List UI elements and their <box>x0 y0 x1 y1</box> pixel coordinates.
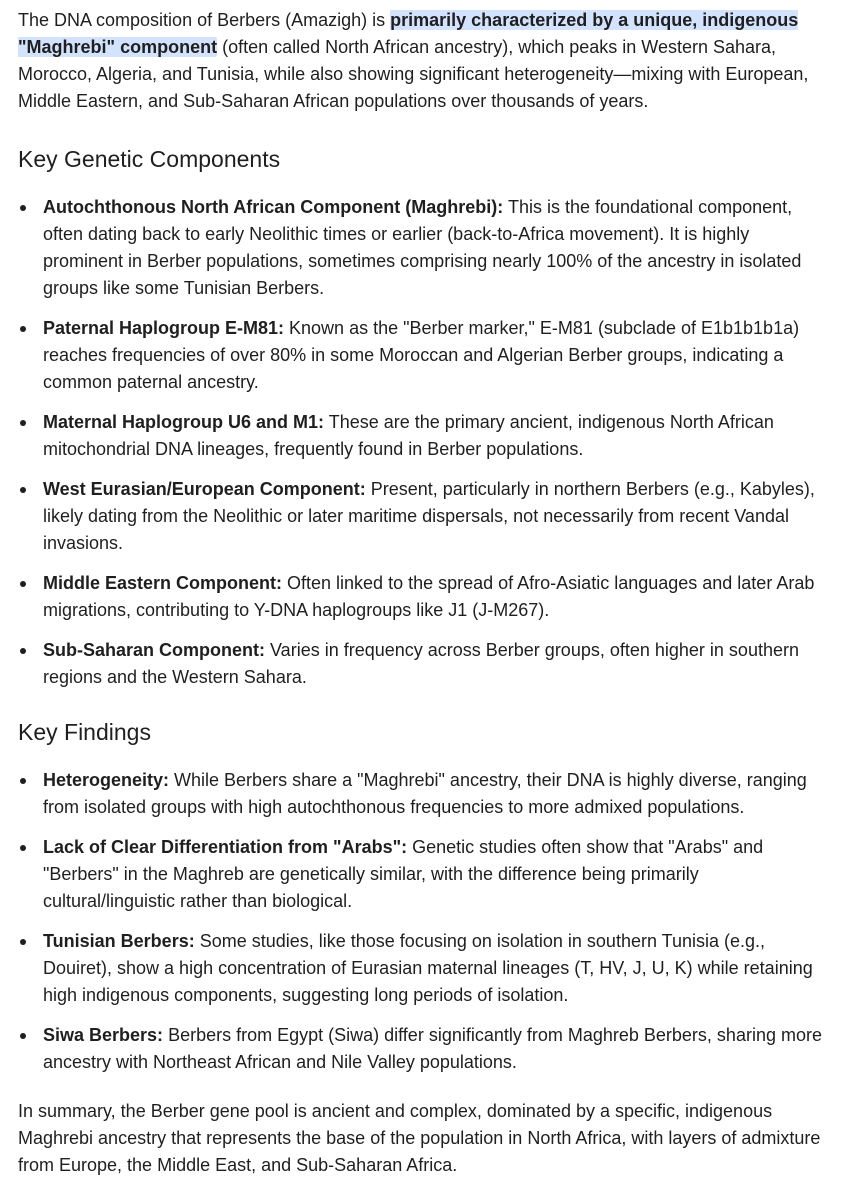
item-text: Some studies, like those focusing on isolation in southern Tunisia (e.g., Douiret), show a high concentration of Eurasian maternal lineages (T, HV, J, U, K) while retaining high indigenous components, suggesting long periods of isolation. <box>43 931 813 1005</box>
intro-paragraph <box>18 7 826 115</box>
bullet-icon <box>20 939 26 945</box>
intro-lead: The DNA composition of Berbers (Amazigh) is <box>18 10 391 30</box>
bullet-icon <box>20 326 26 332</box>
list-item <box>18 767 826 821</box>
item-term: Sub-Saharan Component: <box>43 640 266 660</box>
item-text: Genetic studies often show that "Arabs" and "Berbers" in the Maghreb are genetically similar, with the difference being primarily cultural/linguistic rather than biological. <box>43 837 764 911</box>
intro-rest: (often called North African ancestry), which peaks in Western Sahara, Morocco, Algeria, and Tunisia, while also showing significant heterogeneity—mixing with European, Middle Eastern, and Sub-Saharan African populations over thousands of years. <box>18 37 809 111</box>
item-text: Present, particularly in northern Berbers (e.g., Kabyles), likely dating from the Neolithic or later maritime dispersals, not necessarily from recent Vandal invasions. <box>43 479 815 553</box>
item-term: Autochthonous North African Component (Maghrebi): <box>43 197 504 217</box>
bullet-icon <box>20 648 26 654</box>
item-text: Often linked to the spread of Afro-Asiatic languages and later Arab migrations, contributing to Y-DNA haplogroups like J1 (J-M267). <box>43 573 815 620</box>
item-term: West Eurasian/European Component: <box>43 479 366 499</box>
item-term: Lack of Clear Differentiation from "Arabs": <box>43 837 408 857</box>
item-text: This is the foundational component, often dating back to early Neolithic times or earlier (back-to-Africa movement). It is highly prominent in Berber populations, sometimes comprising nearly 100% of the ancestry in isolated groups like some Tunisian Berbers. <box>43 197 802 298</box>
list-item <box>18 476 826 557</box>
item-term: Maternal Haplogroup U6 and M1: <box>43 412 325 432</box>
heading-key-findings: Key Findings <box>18 719 151 745</box>
bullet-icon <box>20 487 26 493</box>
item-term: Tunisian Berbers: <box>43 931 195 951</box>
list-item <box>18 834 826 915</box>
item-text: Known as the "Berber marker," E-M81 (subclade of E1b1b1b1a) reaches frequencies of over 80% in some Moroccan and Algerian Berber groups, indicating a common paternal ancestry. <box>43 318 800 392</box>
item-text: Varies in frequency across Berber groups, often higher in southern regions and the Western Sahara. <box>43 640 799 687</box>
components-list <box>18 194 826 691</box>
item-term: Siwa Berbers: <box>43 1025 164 1045</box>
intro-highlight[interactable]: primarily characterized by a unique, indigenous "Maghrebi" component <box>18 10 799 57</box>
list-item <box>18 570 826 624</box>
list-item <box>18 409 826 463</box>
bullet-icon <box>20 845 26 851</box>
list-item <box>18 315 826 396</box>
item-term: Paternal Haplogroup E-M81: <box>43 318 285 338</box>
heading-key-genetic-components: Key Genetic Components <box>18 146 281 172</box>
item-text: While Berbers share a "Maghrebi" ancestry, their DNA is highly diverse, ranging from isolated groups with high autochthonous frequencies to more admixed populations. <box>43 770 807 817</box>
item-term: Heterogeneity: <box>43 770 170 790</box>
item-term: Middle Eastern Component: <box>43 573 283 593</box>
bullet-icon <box>20 581 26 587</box>
bullet-icon <box>20 1033 26 1039</box>
list-item <box>18 194 826 302</box>
bullet-icon <box>20 205 26 211</box>
list-item <box>18 1022 826 1076</box>
findings-list <box>18 767 826 1076</box>
bullet-icon <box>20 420 26 426</box>
list-item <box>18 637 826 691</box>
summary-paragraph: In summary, the Berber gene pool is ancient and complex, dominated by a specific, indigenous Maghrebi ancestry that represents the base of the population in North Africa, with layers of admixture from Europe, the Middle East, and Sub-Saharan Africa. <box>18 1101 821 1175</box>
list-item <box>18 928 826 1009</box>
item-text: These are the primary ancient, indigenous North African mitochondrial DNA lineages, frequently found in Berber populations. <box>43 412 774 459</box>
bullet-icon <box>20 778 26 784</box>
item-text: Berbers from Egypt (Siwa) differ significantly from Maghreb Berbers, sharing more ancestry with Northeast African and Nile Valley populations. <box>43 1025 822 1072</box>
